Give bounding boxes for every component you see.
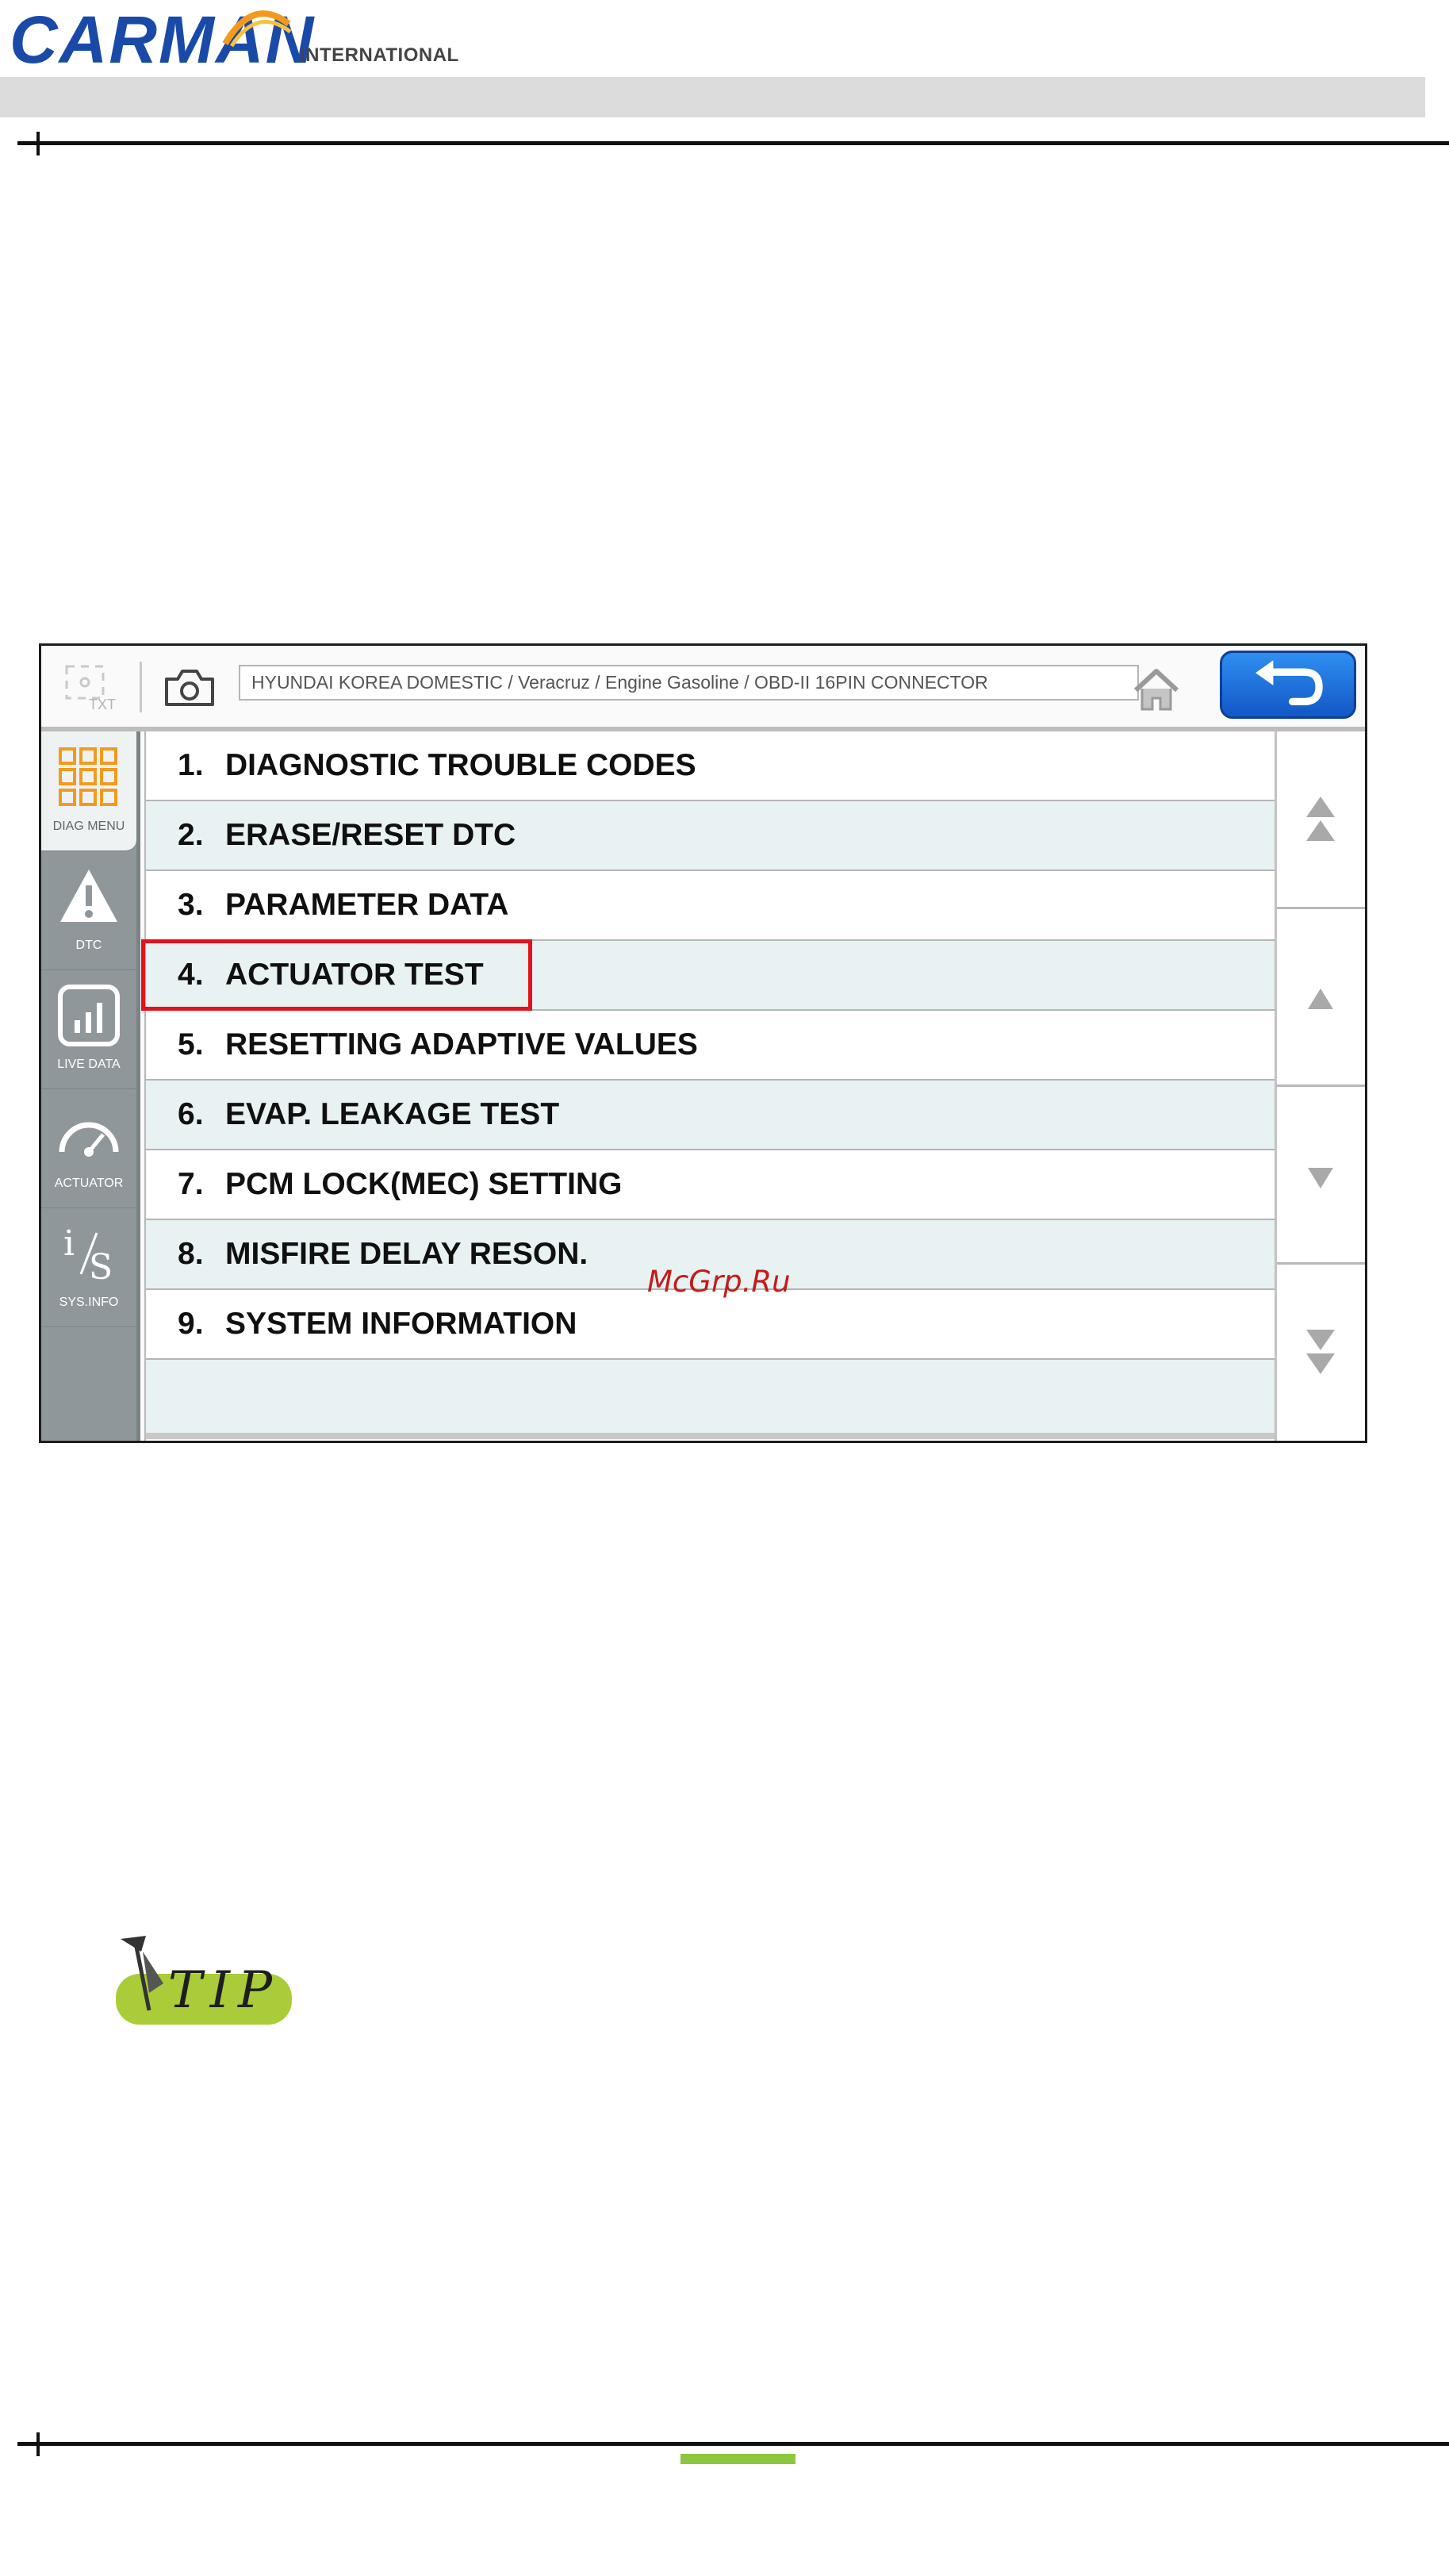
page-down-button[interactable]: [1277, 1265, 1365, 1442]
menu-item-actuator-test[interactable]: [146, 941, 1275, 1011]
menu-item-label: PARAMETER DATA: [225, 888, 509, 922]
camera-icon[interactable]: [162, 668, 217, 708]
menu-item[interactable]: [146, 1290, 1275, 1360]
menu-item-label: RESETTING ADAPTIVE VALUES: [225, 1027, 698, 1061]
gauge-icon: [57, 1103, 121, 1166]
menu-item-label: ACTUATOR TEST: [225, 958, 484, 992]
menu-item[interactable]: [146, 731, 1275, 801]
header-rule: [17, 141, 1449, 145]
svg-text:i: i: [63, 1223, 75, 1264]
line-up-icon: [1305, 987, 1336, 1011]
grid-icon: [57, 746, 121, 809]
sidebar-item-dtc[interactable]: [41, 850, 136, 970]
brand-subtitle: INTERNATIONAL: [300, 44, 459, 66]
line-down-button[interactable]: [1277, 1087, 1365, 1265]
page-up-button[interactable]: [1277, 731, 1365, 909]
watermark: McGrp.Ru: [647, 1265, 791, 1299]
brand-name: CARMAN: [10, 2, 316, 77]
tip-badge: [111, 1928, 301, 2031]
bar-chart-icon: [57, 984, 121, 1047]
diag-menu-list: [144, 731, 1275, 1443]
menu-item-number: 8.: [178, 1237, 204, 1271]
diagnostic-screen: [39, 643, 1367, 1443]
menu-item-number: 2.: [178, 818, 204, 852]
page-down-icon: [1305, 1330, 1336, 1377]
info-icon: [57, 1222, 121, 1285]
line-down-icon: [1305, 1166, 1336, 1190]
sidebar-item-label: LIVE DATA: [57, 1058, 121, 1071]
footer-rule: [17, 2442, 1449, 2446]
menu-item-number: 6.: [178, 1097, 204, 1131]
menu-item-label: DIAGNOSTIC TROUBLE CODES: [225, 748, 696, 782]
header-band: [0, 77, 1425, 117]
back-arrow-icon: [1222, 653, 1354, 716]
menu-item[interactable]: [146, 801, 1275, 871]
svg-text:S: S: [89, 1247, 113, 1285]
menu-item[interactable]: [146, 1150, 1275, 1220]
sidebar-item-label: DTC: [75, 939, 102, 952]
menu-item[interactable]: [146, 1011, 1275, 1081]
menu-item-empty: [146, 1360, 1275, 1439]
sidebar-item-diag-menu[interactable]: [41, 731, 136, 851]
footer-rule-tick: [36, 2432, 40, 2456]
menu-item-label: SYSTEM INFORMATION: [225, 1307, 577, 1341]
menu-item-number: 3.: [178, 888, 204, 922]
tip-label: TIP: [168, 1961, 281, 2020]
menu-item-number: 5.: [178, 1027, 204, 1061]
line-up-button[interactable]: [1277, 909, 1365, 1087]
breadcrumb: HYUNDAI KOREA DOMESTIC / Veracruz / Engine Gasoline / OBD-II 16PIN CONNECTOR: [239, 665, 1139, 701]
back-button-frame: [1209, 647, 1361, 725]
menu-item-number: 9.: [178, 1307, 204, 1341]
brand-logo: [5, 0, 481, 75]
txt-capture-icon[interactable]: [62, 663, 117, 712]
menu-item-number: 7.: [178, 1167, 204, 1201]
sidebar-item-label: SYS.INFO: [59, 1296, 119, 1309]
header-rule-tick: [36, 132, 40, 155]
sidebar-item-label: ACTUATOR: [54, 1177, 124, 1190]
sidebar-item-actuator[interactable]: [41, 1088, 136, 1208]
sidebar-item-sys-info[interactable]: [41, 1207, 136, 1327]
scroll-controls: [1275, 731, 1365, 1443]
menu-item-label: MISFIRE DELAY RESON.: [225, 1237, 588, 1271]
brand-swoosh-icon: [217, 0, 297, 48]
menu-item-label: ERASE/RESET DTC: [225, 818, 516, 852]
sidebar: [41, 731, 140, 1443]
menu-item-label: PCM LOCK(MEC) SETTING: [225, 1167, 623, 1201]
txt-capture-label: TXT: [89, 697, 116, 712]
sidebar-item-label: DIAG MENU: [52, 820, 125, 833]
top-toolbar: [41, 646, 1365, 729]
menu-item-number: 1.: [178, 748, 204, 782]
menu-item-number: 4.: [178, 958, 204, 992]
toolbar-divider: [140, 662, 142, 712]
page-up-icon: [1305, 797, 1336, 844]
sidebar-item-live-data[interactable]: [41, 969, 136, 1089]
footer-page-marker: [680, 2454, 795, 2464]
home-icon[interactable]: [1128, 662, 1185, 719]
menu-item[interactable]: [146, 1081, 1275, 1150]
menu-item[interactable]: [146, 871, 1275, 941]
back-button[interactable]: [1220, 651, 1356, 719]
menu-item-label: EVAP. LEAKAGE TEST: [225, 1097, 560, 1131]
warning-icon: [57, 865, 121, 928]
